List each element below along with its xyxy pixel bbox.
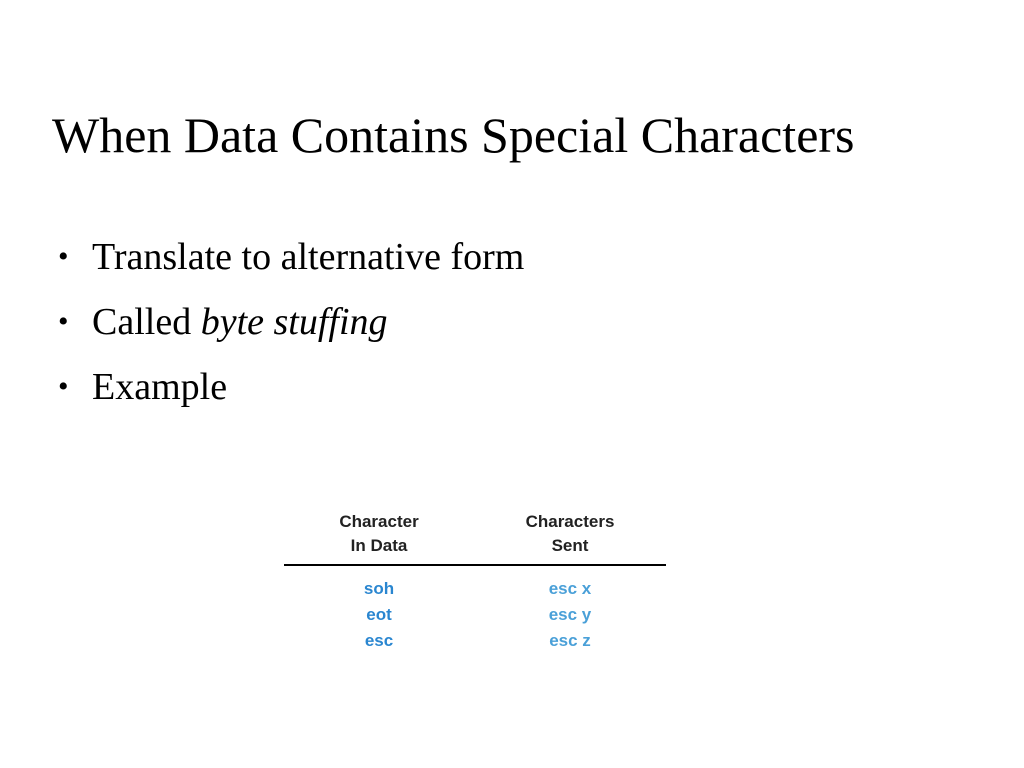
bullet-list [52, 234, 524, 429]
cell-character: soh [363, 579, 395, 598]
header-character-in-data [284, 510, 474, 564]
bullet-item-example [52, 364, 524, 429]
cell-sent: esc y [548, 605, 592, 624]
header-line: Character [339, 512, 419, 531]
table-row [284, 628, 666, 654]
bullet-marker: • [58, 305, 69, 338]
table-body [284, 566, 666, 654]
bullet-item-called [52, 299, 524, 364]
header-characters-sent [474, 510, 666, 564]
header-line: Sent [551, 536, 589, 555]
table-row [284, 576, 666, 602]
bullet-item-translate [52, 234, 524, 299]
bullet-text: Example [92, 366, 228, 408]
header-line: Characters [525, 512, 615, 531]
bullet-text: Called [92, 301, 201, 343]
byte-stuffing-table [284, 510, 666, 654]
header-line: In Data [350, 536, 408, 555]
cell-character: eot [366, 605, 392, 624]
table-row [284, 602, 666, 628]
bullet-marker: • [58, 240, 69, 273]
slide-title: When Data Contains Special Characters [52, 107, 855, 163]
bullet-marker: • [58, 370, 69, 403]
bullet-text: Translate to alternative form [92, 236, 525, 278]
cell-sent: esc z [549, 631, 591, 650]
table-header-row [284, 510, 666, 566]
cell-character: esc [364, 631, 394, 650]
bullet-emphasis-term: byte stuffing [200, 301, 388, 343]
cell-sent: esc x [548, 579, 592, 598]
